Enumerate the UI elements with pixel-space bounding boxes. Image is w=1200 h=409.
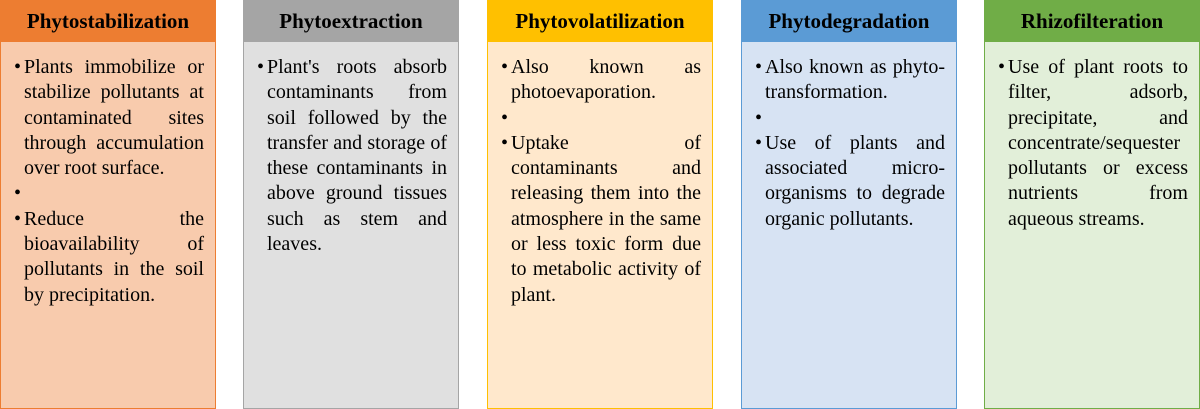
bullet-icon: • (501, 56, 509, 78)
bullet-icon: • (14, 56, 22, 78)
column-rhizofilteration (984, 0, 1200, 409)
bullet-point (755, 106, 945, 131)
header-phytoextraction: Phytoextraction (243, 0, 459, 42)
bullet-point (755, 131, 945, 232)
bullet-icon: • (755, 106, 763, 129)
header-rhizofilteration: Rhizofilteration (984, 0, 1200, 42)
bullet-icon: • (257, 56, 265, 78)
column-phytostabilization (0, 0, 216, 409)
bullet-text: Plants immobilize or stabilize pollutants at contaminated sites through accumulation over root surface. (24, 56, 204, 180)
bullet-text: Also known as photoevaporation. (511, 56, 701, 104)
bullet-icon: • (501, 106, 509, 129)
bullet-point (14, 207, 204, 308)
column-phytodegradation (741, 0, 957, 409)
bullet-point (14, 55, 204, 181)
bullet-point (501, 131, 701, 308)
body-phytostabilization (0, 42, 216, 409)
bullet-point (501, 106, 701, 131)
bullet-icon: • (501, 131, 509, 154)
column-phytoextraction (243, 0, 459, 409)
bullet-text (511, 106, 701, 131)
bullet-icon: • (14, 207, 22, 230)
bullet-icon: • (755, 56, 763, 78)
header-phytodegradation: Phytodegradation (741, 0, 957, 42)
bullet-text: Use of plant roots to filter, adsorb, precipitate, and concentrate/sequester pollutants or excess nutrients from aqueous streams. (1008, 56, 1188, 230)
bullet-point (14, 181, 204, 206)
header-phytostabilization: Phytostabilization (0, 0, 216, 42)
bullet-text: Also known as phyto-transformation. (765, 56, 945, 104)
bullet-point (257, 55, 447, 257)
body-phytodegradation (741, 42, 957, 409)
bullet-point (998, 55, 1188, 232)
bullet-text: Use of plants and associated micro-organisms to degrade organic pollutants. (765, 131, 945, 230)
bullet-point (501, 55, 701, 106)
bullet-text: Reduce the bioavailability of pollutants in the soil by precipitation. (24, 207, 204, 306)
bullet-text (765, 106, 945, 131)
column-phytovolatilization (487, 0, 713, 409)
bullet-point (755, 55, 945, 106)
body-phytoextraction (243, 42, 459, 409)
bullet-icon: • (14, 182, 22, 205)
bullet-text (24, 181, 204, 206)
body-phytovolatilization (487, 42, 713, 409)
bullet-icon: • (998, 56, 1006, 78)
bullet-icon: • (755, 131, 763, 154)
header-phytovolatilization: Phytovolatilization (487, 0, 713, 42)
bullet-text: Uptake of contaminants and releasing them into the atmosphere in the same or less toxic form due to metabolic activity of plant. (511, 131, 701, 306)
bullet-text: Plant's roots absorb contaminants from soil followed by the transfer and storage of these contaminants in above ground tissues such as stem and leaves. (267, 56, 447, 256)
body-rhizofilteration (984, 42, 1200, 409)
